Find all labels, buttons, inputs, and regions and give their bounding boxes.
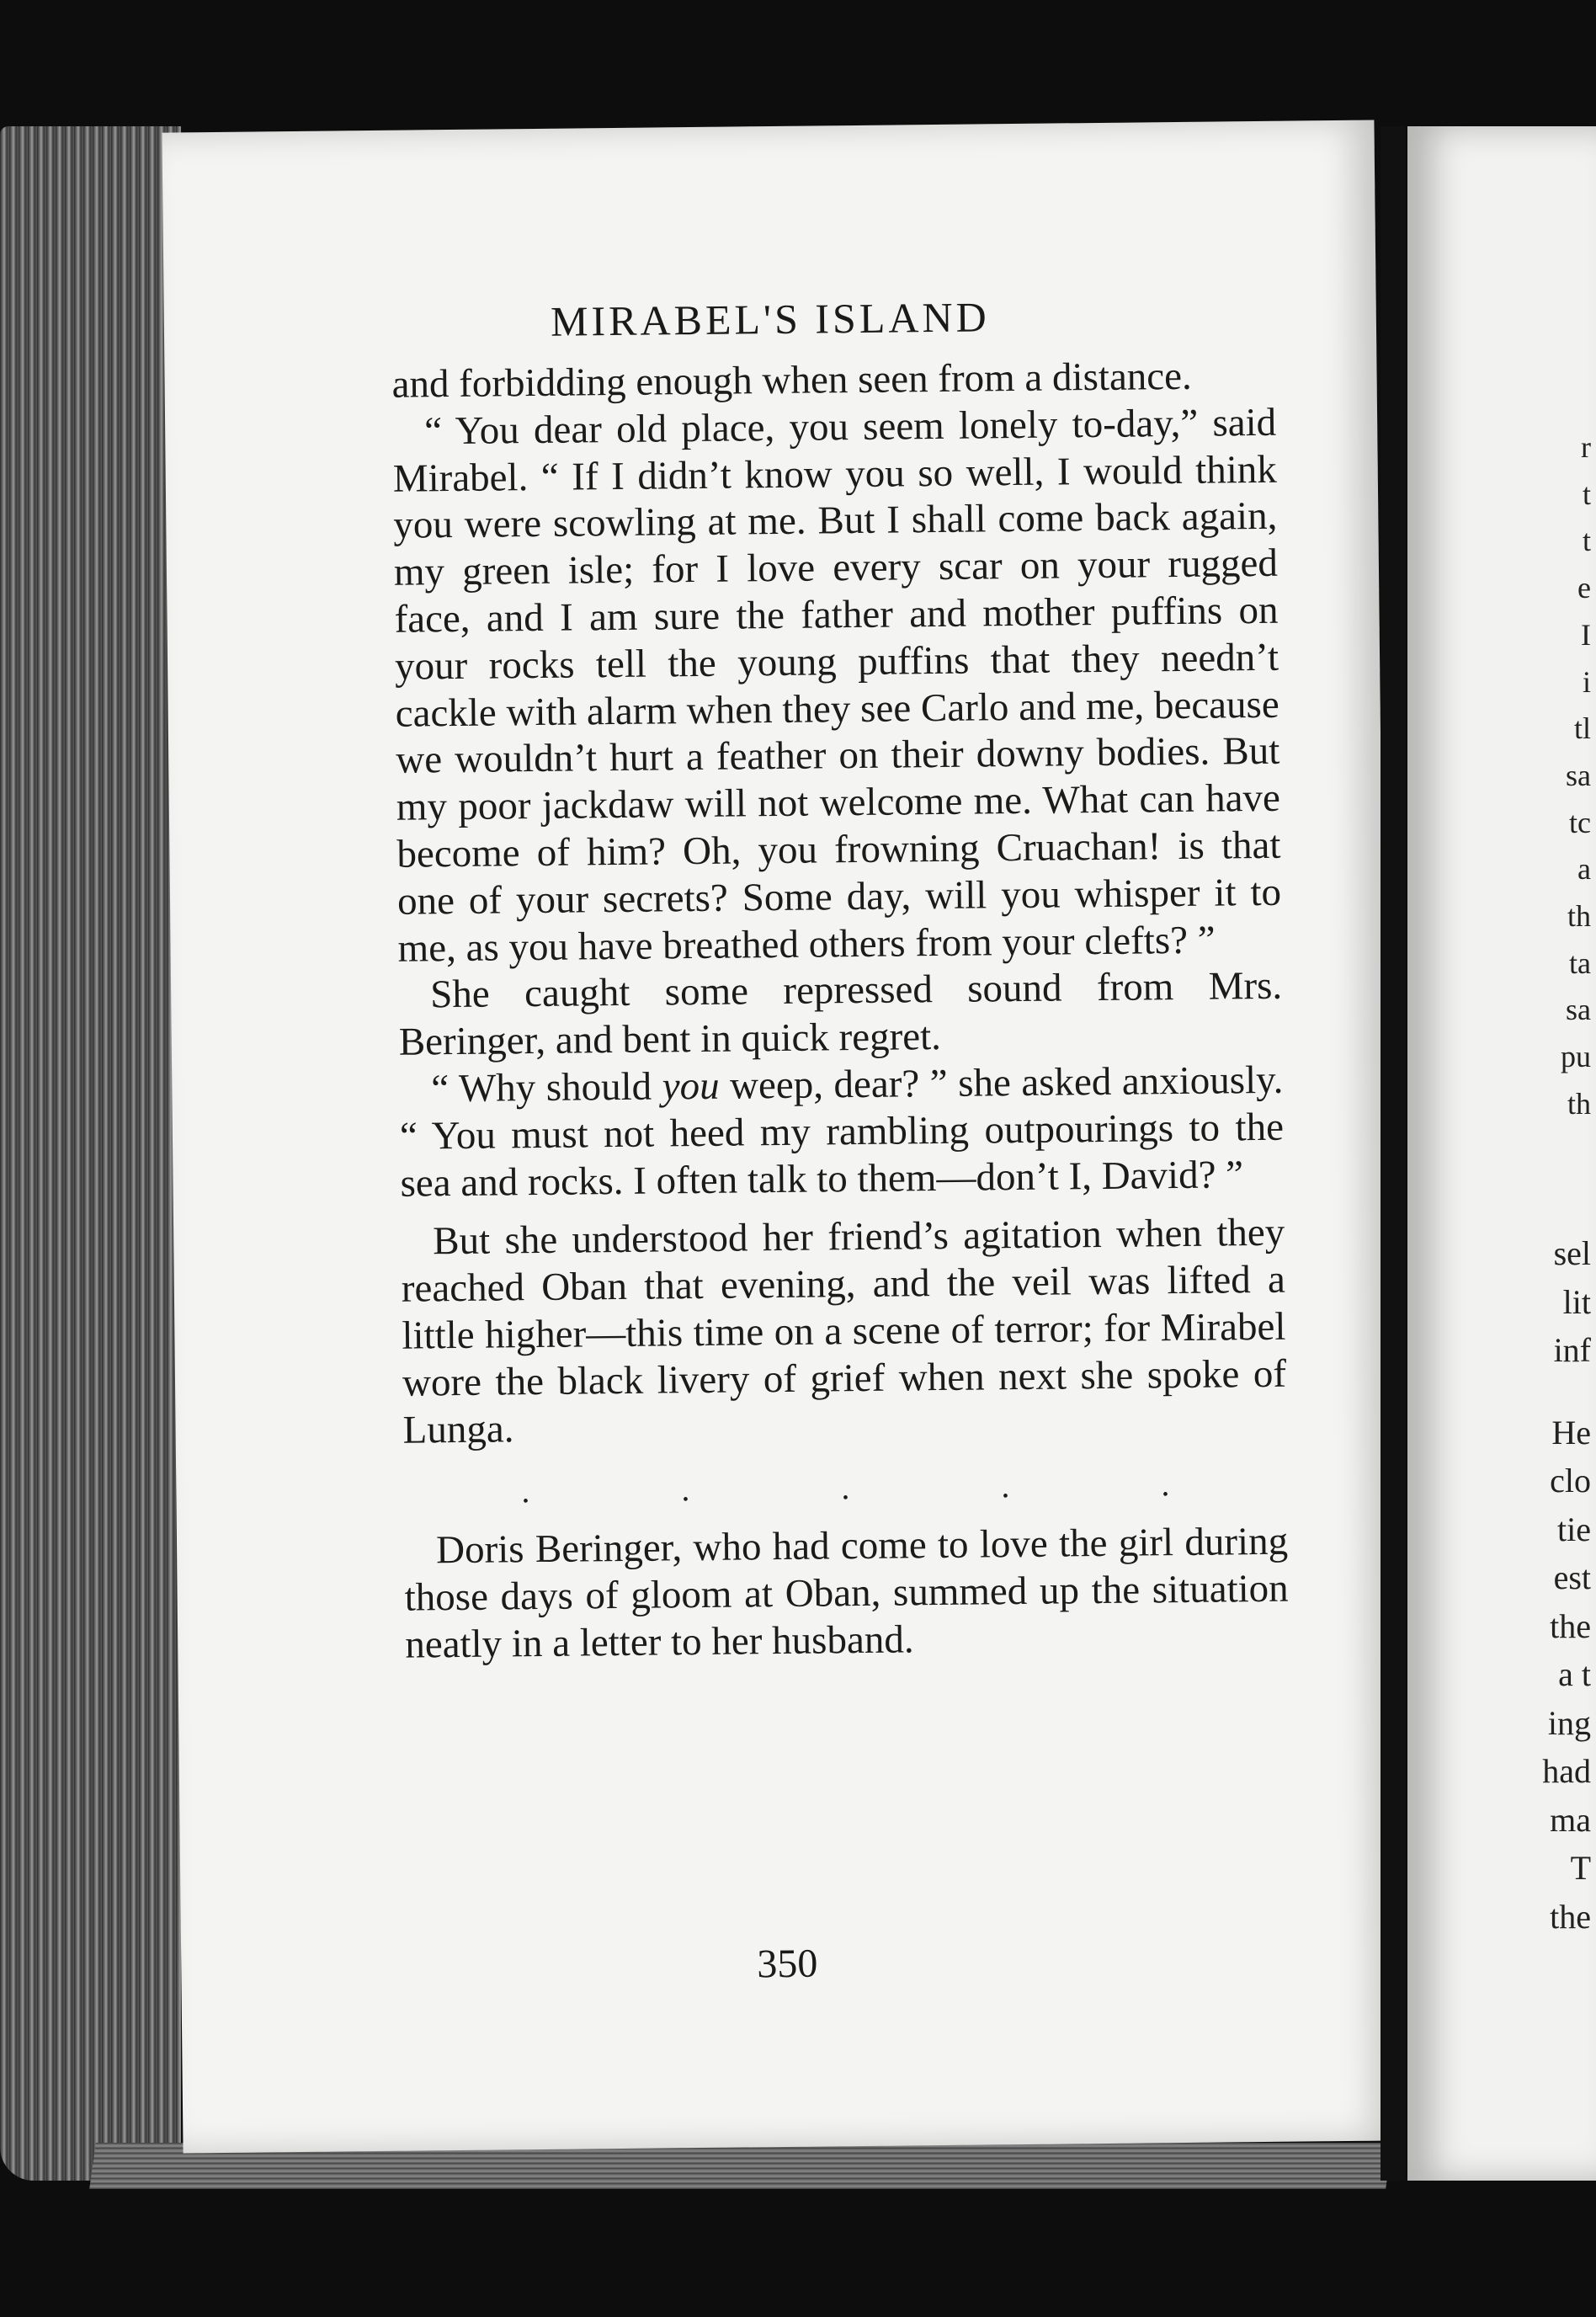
right-page-text-fragment: r xyxy=(1581,430,1591,464)
text-run: and forbidding enough when seen from a distance. xyxy=(391,354,1193,407)
page-number: 350 xyxy=(757,1941,818,1987)
text-run: But she understood her friend’s agitation when they reached Oban that evening, and the veil was lifted a little higher—this time on a scene of terror; for Mirabel wore the black livery of grief when next she spoke of Lunga. xyxy=(401,1211,1287,1452)
text-run: She caught some repressed sound from Mrs. Beringer, and bent in quick regret. xyxy=(398,964,1283,1064)
right-page-text-fragment: had xyxy=(1542,1752,1591,1790)
right-page-text-fragment: tie xyxy=(1557,1510,1591,1548)
book-gutter xyxy=(1381,126,1406,2181)
right-page-text-fragment: He xyxy=(1551,1413,1591,1451)
right-page-text-fragment: the xyxy=(1550,1606,1591,1645)
right-page-text-fragment: sa xyxy=(1566,993,1591,1027)
right-page-text-fragment: est xyxy=(1553,1558,1591,1596)
right-page-text-fragment: i xyxy=(1582,664,1591,699)
right-page-fragment xyxy=(1407,126,1596,2181)
right-page-text-fragment: I xyxy=(1581,617,1591,652)
right-page-text-fragment: t xyxy=(1582,477,1591,511)
body-text xyxy=(391,353,1289,1669)
right-page-text-fragment: T xyxy=(1570,1849,1591,1887)
right-page-text-fragment: a t xyxy=(1558,1655,1591,1693)
running-head: MIRABEL'S ISLAND xyxy=(550,293,990,345)
text-run: weep, dear? ” she asked anxiously. “ You must not heed my rambling outpourings to the sea and rocks. I often talk to them—don’t I, David? ” xyxy=(399,1057,1285,1206)
section-break-dot: . xyxy=(1001,1467,1010,1505)
section-break-dot: . xyxy=(521,1472,530,1510)
right-page-text-fragment: inf xyxy=(1553,1331,1591,1369)
section-break-dot: . xyxy=(681,1470,690,1509)
right-page-text-fragment: the xyxy=(1550,1897,1591,1936)
right-page-text-fragment: tc xyxy=(1569,805,1591,839)
right-page-text-fragment: pu xyxy=(1561,1040,1591,1074)
right-page-text-fragment: sa xyxy=(1566,758,1591,792)
section-break xyxy=(403,1460,1288,1516)
right-page-text-fragment: ta xyxy=(1569,945,1591,980)
paragraph xyxy=(398,963,1283,1067)
paragraph xyxy=(399,1057,1285,1207)
right-page-text-fragment: t xyxy=(1582,524,1591,558)
right-page-text-fragment: th xyxy=(1567,1086,1591,1121)
right-page-text-fragment: sel xyxy=(1553,1234,1591,1272)
section-break-dot: . xyxy=(841,1468,850,1507)
left-page xyxy=(162,120,1395,2154)
text-run: “ You dear old place, you seem lonely to-day,” said Mirabel. “ If I didn’t know you so well, I would think you were scowling at me. But I shall come back again, my green isle; for I love every scar on your rugged face, and I am sure the father and mother puffins on your rocks tell the young puffins that they needn’t cackle with alarm when they see Carlo and me, because we wouldn’t hurt a feather on their downy bodies. But my poor jackdaw will not welcome me. What can have become of him? Oh, you frowning Cruachan! is that one of your secrets? Some day, will you whisper it to me, as you have breathed others from your clefts? ” xyxy=(392,400,1282,971)
book-page-edges xyxy=(0,126,181,2181)
right-page-text-fragment: e xyxy=(1577,571,1591,605)
right-page-text-fragment: th xyxy=(1567,899,1591,933)
text-run: “ Why should xyxy=(431,1064,662,1111)
right-page-text-fragment: lit xyxy=(1562,1282,1591,1321)
right-page-text-fragment: clo xyxy=(1550,1462,1591,1499)
section-break-dot: . xyxy=(1161,1465,1170,1504)
right-page-text-fragment: a xyxy=(1577,852,1591,887)
paragraph xyxy=(392,400,1282,973)
right-page-text-fragment: tl xyxy=(1573,711,1591,746)
paragraph xyxy=(401,1210,1287,1454)
italic-text: you xyxy=(662,1063,720,1109)
closing-paragraph: Doris Beringer, who had come to love the girl during those days of gloom at Oban, summed up the situation neatly in a letter to her husband. xyxy=(404,1519,1289,1667)
right-page-text-fragment: ing xyxy=(1547,1703,1591,1742)
right-page-text-fragment: ma xyxy=(1550,1800,1591,1839)
